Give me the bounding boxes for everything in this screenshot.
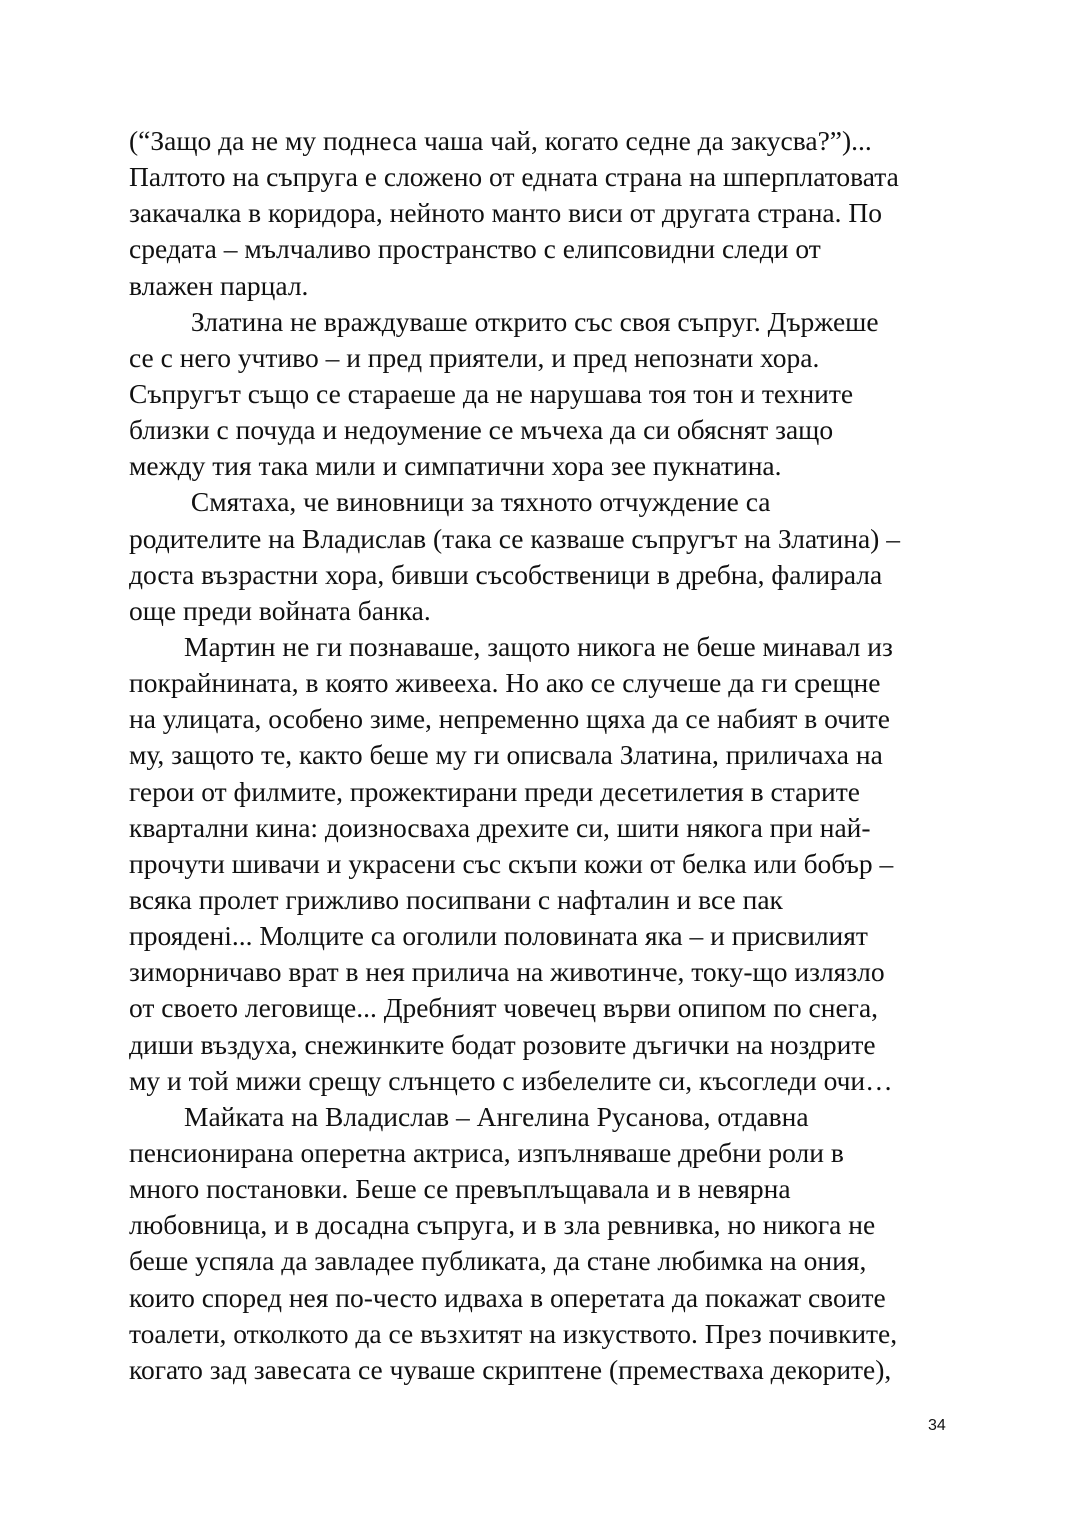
text-line: родителите на Владислав (така се казваше съпругът на Златина) –: [129, 522, 900, 554]
text-line: квартални кина: доизносваха дрехите си, шити някога при най-: [129, 811, 871, 843]
text-line: от своето леговище... Дребният човечец върви опипом по снега,: [129, 992, 879, 1024]
text-line: тоалети, отколкото да се възхитят на изкуството. През почивките,: [129, 1317, 898, 1349]
text-line: много постановки. Беше се превъплъщавала и в невярна: [129, 1173, 791, 1205]
text-line: средата – мълчаливо пространство с елипсовидни следи от: [129, 233, 821, 265]
text-line: всяка пролет грижливо посипвани с нафталин и все пак: [129, 883, 783, 915]
page-number: 34: [928, 1417, 946, 1434]
text-line: между тия така мили и симпатични хора зее пукнатина.: [129, 450, 782, 482]
text-line: Смятаха, че виновници за тяхното отчуждение са: [129, 486, 771, 518]
body-text: [129, 123, 959, 1388]
text-line: покрайнината, в която живееха. Но ако се случеше да ги срещне: [129, 667, 881, 699]
text-line: любовница, и в досадна съпруга, и в зла ревнивка, но никога не: [129, 1209, 876, 1241]
text-line: Майката на Владислав – Ангелина Русанова, отдавна: [129, 1100, 809, 1132]
text-line: Съпругът също се стараеше да не нарушава тоя тон и техните: [129, 377, 854, 409]
text-line: Палтото на съпруга е сложено от едната страна на шперплатовата: [129, 161, 899, 193]
text-line: диши въздуха, снежинките бодат розовите дъгички на ноздрите: [129, 1028, 876, 1060]
text-line: пенсионирана оперетна актриса, изпълняваше дребни роли в: [129, 1136, 844, 1168]
text-line: прояденi... Молците са оголили половината яка – и присвилият: [129, 920, 868, 952]
text-line: на улицата, особено зиме, непременно щяха да се набият в очите: [129, 703, 890, 735]
text-line: влажен парцал.: [129, 269, 309, 301]
text-line: беше успяла да завладее публиката, да стане любимка на ония,: [129, 1245, 867, 1277]
text-line: зиморничаво врат в нея прилича на животинче, току-що излязло: [129, 956, 885, 988]
text-line: доста възрастни хора, бивши съсобственици в дребна, фалирала: [129, 558, 883, 590]
text-line: близки с почуда и недоумение се мъчеха да си обяснят защо: [129, 414, 834, 446]
text-line: Златина не враждуваше открито със своя съпруг. Държеше: [129, 305, 879, 337]
text-line: му, защото те, както беше му ги описвала Златина, приличаха на: [129, 739, 883, 771]
text-line: Мартин не ги познаваше, защото никога не беше минавал из: [129, 630, 893, 662]
text-line: му и той мижи срещу слънцето с избелелите си, късогледи очи…: [129, 1064, 893, 1096]
text-line: (“Защо да не му поднеса чаша чай, когато седне да закусва?”)...: [129, 125, 872, 156]
text-line: когато зад завесата се чуваше скриптене (преместваха декорите),: [129, 1353, 892, 1385]
text-line: герои от филмите, прожектирани преди десетилетия в старите: [129, 775, 860, 807]
text-line: закачалка в коридора, нейното манто виси от другата страна. По: [129, 197, 882, 229]
text-line: се с него учтиво – и пред приятели, и пред непознати хора.: [129, 341, 820, 373]
text-line: още преди войната банка.: [129, 594, 431, 626]
text-line: прочути шивачи и украсени със скъпи кожи от белка или бобър –: [129, 847, 894, 879]
text-line: които според нея по-често идваха в оперетата да покажат своите: [129, 1281, 886, 1313]
